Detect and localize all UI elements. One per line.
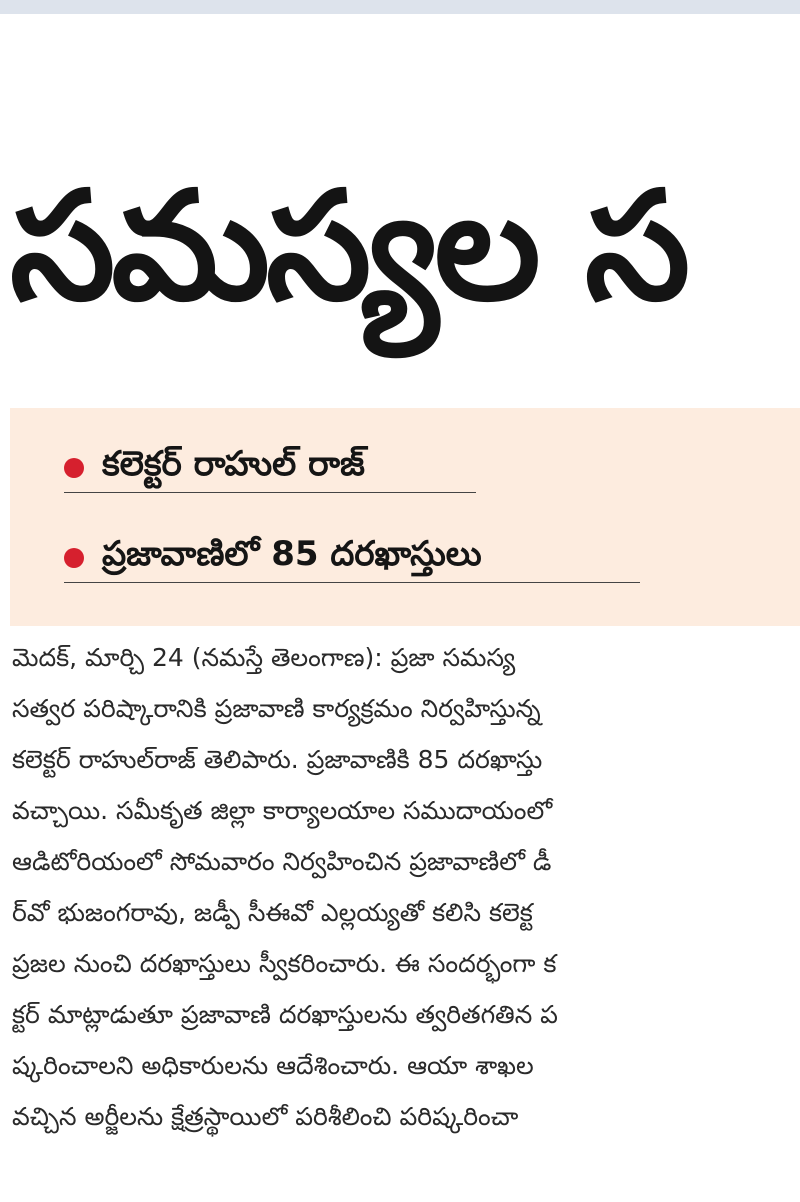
bullet-dot-icon: [64, 458, 84, 478]
body-line: ష్కరించాలని అధికారులను ఆదేశించారు. ఆయా శాఖల: [12, 1051, 534, 1080]
subhead-item: [64, 436, 476, 493]
subhead-box: [10, 408, 800, 626]
body-line: మెదక్, మార్చి 24 (నమస్తే తెలంగాణ): ప్రజా సమస్య: [12, 643, 516, 672]
body-line: ఆడిటోరియంలో సోమవారం నిర్వహించిన ప్రజావాణిలో డీ: [12, 847, 552, 876]
body-line: ప్రజల నుంచి దరఖాస్తులు స్వీకరించారు. ఈ సందర్భంగా క: [12, 949, 557, 978]
body-line: క్టర్ మాట్లాడుతూ ప్రజావాణి దరఖాస్తులను త్వరితగతిన ప: [12, 1000, 558, 1029]
top-strip: [0, 0, 800, 14]
body-line: సత్వర పరిష్కారానికి ప్రజావాణి కార్యక్రమం నిర్వహిస్తున్న: [12, 694, 541, 723]
body-line: వచ్చిన అర్జీలను క్షేత్రస్థాయిలో పరిశీలించి పరిష్కరించా: [12, 1102, 519, 1131]
headline: సమస్యల స: [10, 160, 687, 334]
body-line: కలెక్టర్ రాహుల్‌రాజ్ తెలిపారు. ప్రజావాణికి 85 దరఖాస్తు: [12, 745, 543, 774]
bullet-dot-icon: [64, 548, 84, 568]
subhead-text: ప్రజావాణిలో 85 దరఖాస్తులు: [102, 534, 482, 574]
subhead-item: [64, 526, 640, 583]
body-line: వచ్చాయి. సమీకృత జిల్లా కార్యాలయాల సముదాయంలో: [12, 796, 553, 825]
subhead-text: కలెక్టర్ రాహుల్ రాజ్: [102, 444, 365, 484]
article-body: [12, 632, 800, 1202]
body-line: ర్‌వో భుజంగరావు, జడ్పీ సీఈవో ఎల్లయ్యతో కలిసి కలెక్ట: [12, 898, 533, 927]
